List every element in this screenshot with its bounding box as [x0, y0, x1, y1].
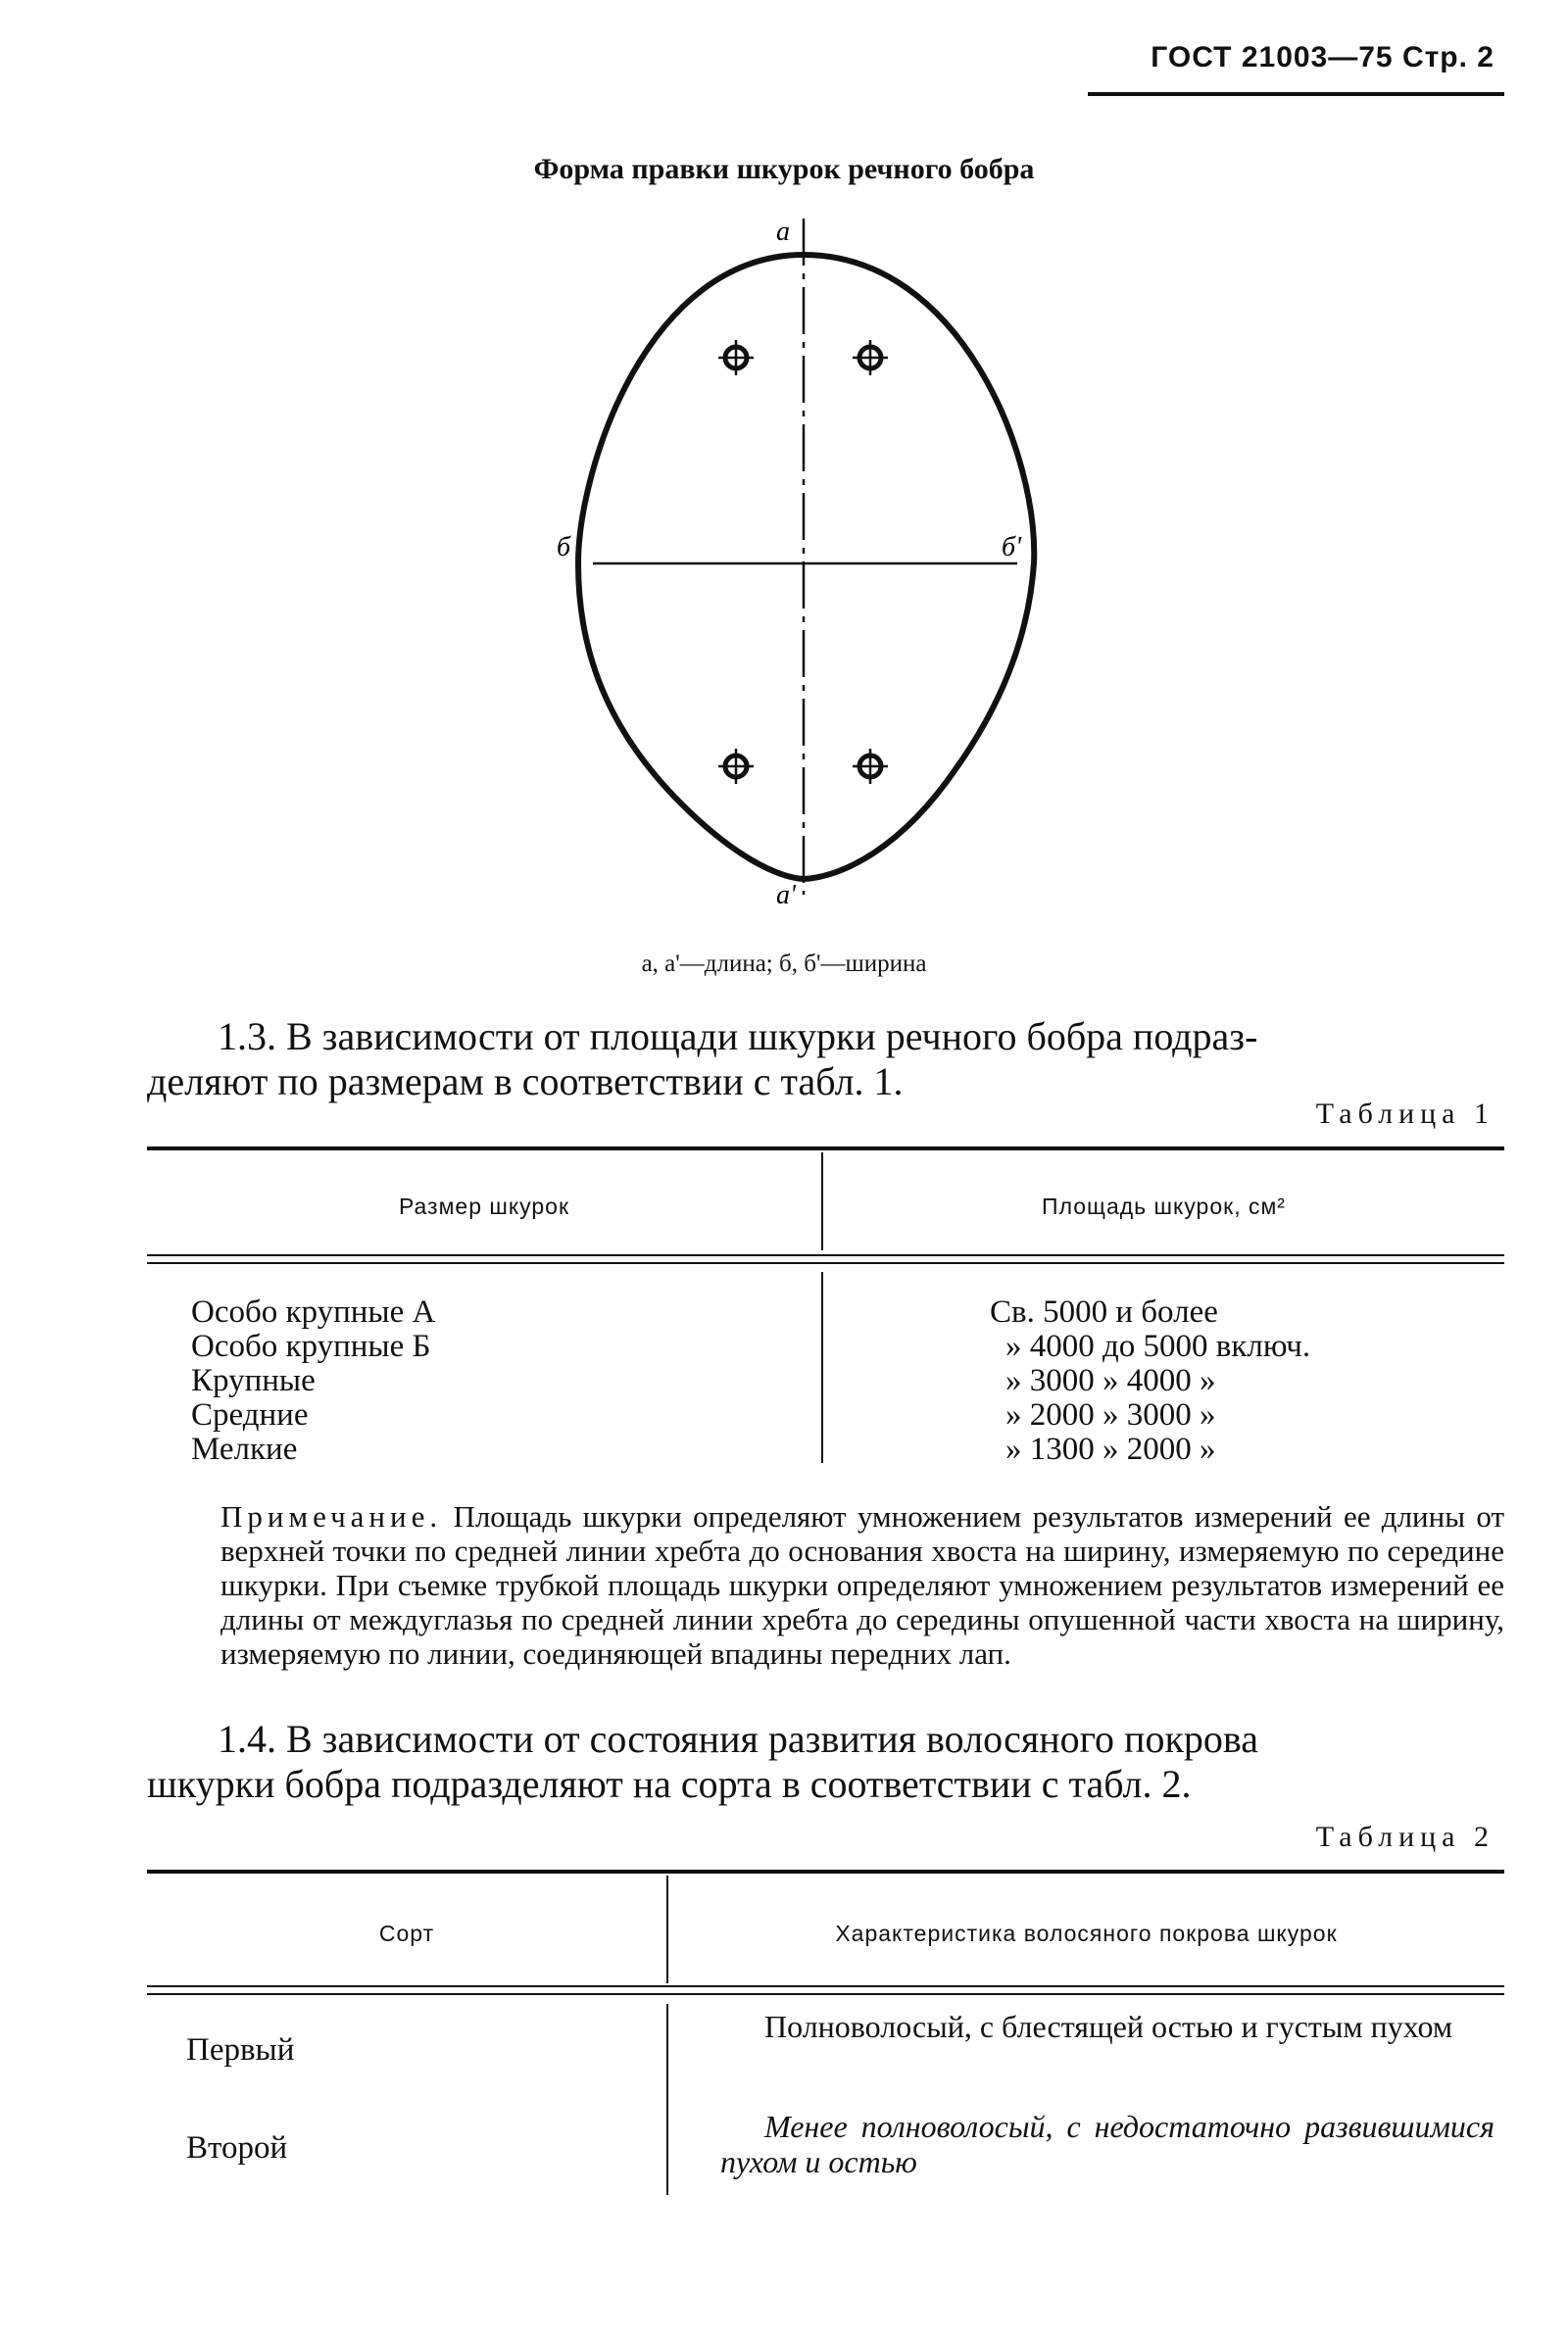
table-1-top-rule [147, 1146, 1504, 1150]
paragraph-1-4-line-2: шкурки бобра подразделяют на сорта в соответствии с табл. 2. [147, 1762, 1192, 1806]
table-2-desc-cell: Полноволосый, с блестящей остью и густым пухом [764, 2009, 1453, 2044]
header-underline [1088, 92, 1504, 96]
pelt-outline [578, 255, 1034, 879]
table-2-header-rule-1 [147, 1985, 1504, 1987]
table-1-area-column [990, 1295, 1310, 1467]
label-a-top: а [776, 217, 790, 247]
table-2-col-desc-header: Характеристика волосяного покрова шкурок [835, 1921, 1338, 1946]
top-right-marker [853, 340, 888, 375]
document-header: ГОСТ 21003—75 Стр. 2 [1151, 41, 1494, 73]
figure-legend: а, а'—длина; б, б'—ширина [641, 951, 927, 977]
table-1-area-cell: Св. 5000 и более [990, 1294, 1218, 1330]
table-1-size-cell: Мелкие [191, 1432, 298, 1467]
table-1-area-cell: » 2000 » 3000 » [1005, 1397, 1216, 1433]
label-b-right: б' [1002, 532, 1022, 562]
bottom-left-marker [718, 749, 754, 784]
table-1-size-cell: Особо крупные Б [191, 1329, 431, 1364]
bottom-right-marker [853, 749, 888, 784]
table-1-size-cell: Особо крупные А [191, 1294, 436, 1330]
table-1-body-divider [821, 1272, 823, 1463]
label-b-left: б [557, 532, 571, 562]
beaver-pelt-shape-diagram [549, 211, 1058, 916]
paragraph-1-3 [147, 1014, 1504, 1104]
table-2-col-grade-header: Сорт [378, 1921, 435, 1946]
table-2-grade-cell: Второй [186, 2130, 288, 2166]
label-a-bottom: а' [776, 880, 796, 910]
table-1-area-cell: » 3000 » 4000 » [1005, 1363, 1216, 1398]
table-1-area-cell: » 4000 до 5000 включ. [1005, 1329, 1311, 1364]
paragraph-1-4 [147, 1717, 1504, 1807]
table-2-desc-cell: Менее полноволосый, с недостаточно развившимися пухом и остью [720, 2109, 1494, 2179]
table-2-caption: Таблица 2 [1315, 1821, 1494, 1853]
table-1-size-column [191, 1295, 435, 1467]
table-2-header-rule-2 [147, 1993, 1504, 1995]
table-2-grade-cell: Первый [186, 2032, 295, 2068]
table-1-header-rule-2 [147, 1262, 1504, 1264]
table-1-size-cell: Крупные [191, 1363, 316, 1398]
top-left-marker [718, 340, 754, 375]
note-lead: Примечание. [220, 1499, 443, 1534]
table-1-area-cell: » 1300 » 2000 » [1005, 1432, 1216, 1467]
table-2-top-rule [147, 1870, 1504, 1874]
table-1-col-area-header: Площадь шкурок, см² [1042, 1194, 1286, 1219]
figure-title: Форма правки шкурок речного бобра [533, 153, 1035, 185]
table-2-body-divider [666, 2004, 668, 2195]
table-1-caption: Таблица 1 [1315, 1097, 1494, 1130]
paragraph-1-3-line-1: 1.3. В зависимости от площади шкурки речного бобра подраз- [218, 1014, 1258, 1058]
table-1-size-cell: Средние [191, 1397, 309, 1433]
paragraph-1-3-line-2: деляют по размерам в соответствии с табл. 1. [147, 1059, 904, 1103]
table-1-header-rule-1 [147, 1254, 1504, 1256]
note-text: Площадь шкурки определяют умножением результатов измерений ее длины от верхней точки по средней линии хребта до основания хвоста на ширину, измеряемую по середине шкурки. При съемке трубкой площадь шкурки определяют умножением результатов измерений ее длины от междуглазья по средней линии хребта до середины опушенной части хвоста на ширину, измеряемую по линии, соединяющей впадины передних лап. [220, 1499, 1504, 1671]
table-1-col-size-header: Размер шкурок [398, 1194, 570, 1219]
paragraph-1-4-line-1: 1.4. В зависимости от состояния развития волосяного покрова [218, 1717, 1258, 1761]
table-1-note [220, 1499, 1504, 1671]
